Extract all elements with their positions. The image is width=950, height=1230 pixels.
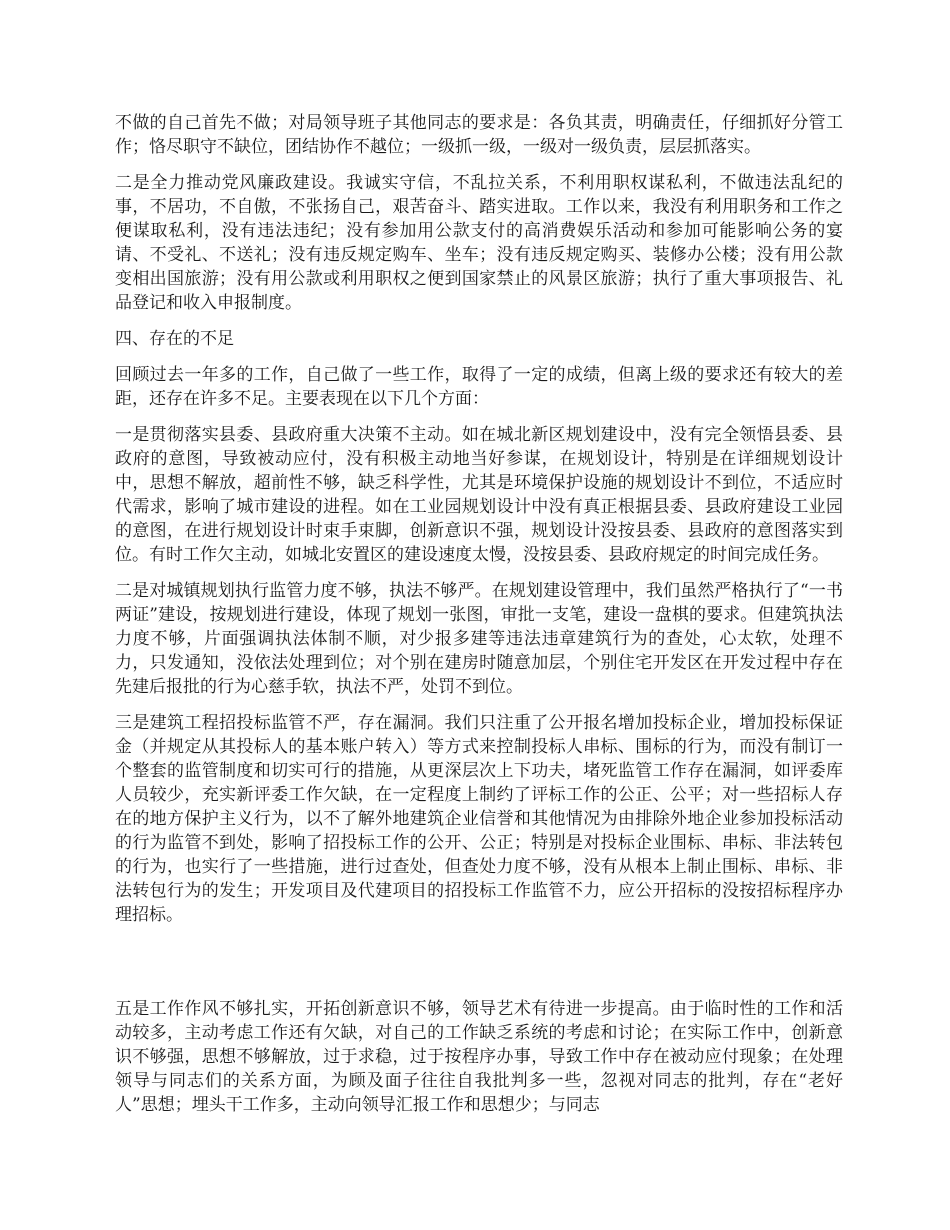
paragraph-integrity: 二是全力推动党风廉政建设。我诚实守信，不乱拉关系，不利用职权谋私利，不做违法乱纪的事，不居功，不自傲，不张扬自己，艰苦奋斗、踏实进取。工作以来，我没有利用职务和工作之便谋取私利，没有违法违纪；没有参加用公款支付的高消费娱乐活动和参加可能影响公务的宴请、不受礼、不送礼；没有违反规定购车、坐车；没有违反规定购买、装修办公楼；没有用公款变相出国旅游；没有用公款或利用职权之便到国家禁止的风景区旅游；执行了重大事项报告、礼品登记和收入申报制度。 [115,173,843,313]
paragraph-shortcoming-1: 一是贯彻落实县委、县政府重大决策不主动。如在城北新区规划建设中，没有完全领悟县委、县政府的意图，导致被动应付，没有积极主动地当好参谋，在规划设计，特别是在详细规划设计中，思想不解放，超前性不够，缺乏科学性，尤其是环境保护设施的规划设计不到位，不适应时代需求，影响了城市建设的进程。如在工业园规划设计中没有真正根据县委、县政府建设工业园的意图，在进行规划设计时束手束脚，创新意识不强，规划设计没按县委、县政府的意图落实到位。有时工作欠主动，如城北安置区的建设速度太慢，没按县委、县政府规定的时间完成任务。 [115,425,843,565]
blank-gap [115,939,843,997]
paragraph-shortcoming-2: 二是对城镇规划执行监管力度不够，执法不够严。在规划建设管理中，我们虽然严格执行了“一书两证”建设，按规划进行建设，体现了规划一张图，审批一支笔，建设一盘棋的要求。但建筑执法力度不够，片面强调执法体制不顺，对少报多建等违法违章建筑行为的查处，心太软，处理不力，只发通知，没依法处理到位；对个别在建房时随意加层，个别住宅开发区在开发过程中存在先建后报批的行为心慈手软，执法不严，处罚不到位。 [115,581,843,697]
paragraph-duty-requirements: 不做的自己首先不做；对局领导班子其他同志的要求是：各负其责，明确责任，仔细抓好分管工作；恪尽职守不缺位，团结协作不越位；一级抓一级，一级对一级负责，层层抓落实。 [115,113,843,157]
paragraph-review-intro: 回顾过去一年多的工作，自己做了一些工作，取得了一定的成绩，但离上级的要求还有较大的差距，还存在许多不足。主要表现在以下几个方面： [115,365,843,409]
section-heading-shortcomings: 四、存在的不足 [115,329,234,349]
document-body [115,111,843,1129]
paragraph-shortcoming-5: 五是工作作风不够扎实，开拓创新意识不够，领导艺术有待进一步提高。由于临时性的工作和活动较多，主动考虑工作还有欠缺，对自己的工作缺乏系统的考虑和讨论；在实际工作中，创新意识不够强，思想不够解放，过于求稳，过于按程序办事，导致工作中存在被动应付现象；在处理领导与同志们的关系方面，为顾及面子往往自我批判多一些，忽视对同志的批判，存在“老好人”思想；埋头干工作多，主动向领导汇报工作和思想少；与同志 [115,999,843,1115]
paragraph-shortcoming-3: 三是建筑工程招投标监管不严，存在漏洞。我们只注重了公开报名增加投标企业，增加投标保证金（并规定从其投标人的基本账户转入）等方式来控制投标人串标、围标的行为，而没有制订一个整套的监管制度和切实可行的措施，从更深层次上下功夫，堵死监管工作存在漏洞，如评委库人员较少，充实新评委工作欠缺，在一定程度上制约了评标工作的公正、公平；对一些招标人存在的地方保护主义行为，以不了解外地建筑企业信誉和其他情况为由排除外地企业参加投标活动的行为监管不到处，影响了招投标工作的公开、公正；特别是对投标企业围标、串标、非法转包的行为，也实行了一些措施，进行过查处，但查处力度不够，没有从根本上制止围标、串标、非法转包行为的发生；开发项目及代建项目的招投标工作监管不力，应公开招标的没按招标程序办理招标。 [115,713,843,925]
